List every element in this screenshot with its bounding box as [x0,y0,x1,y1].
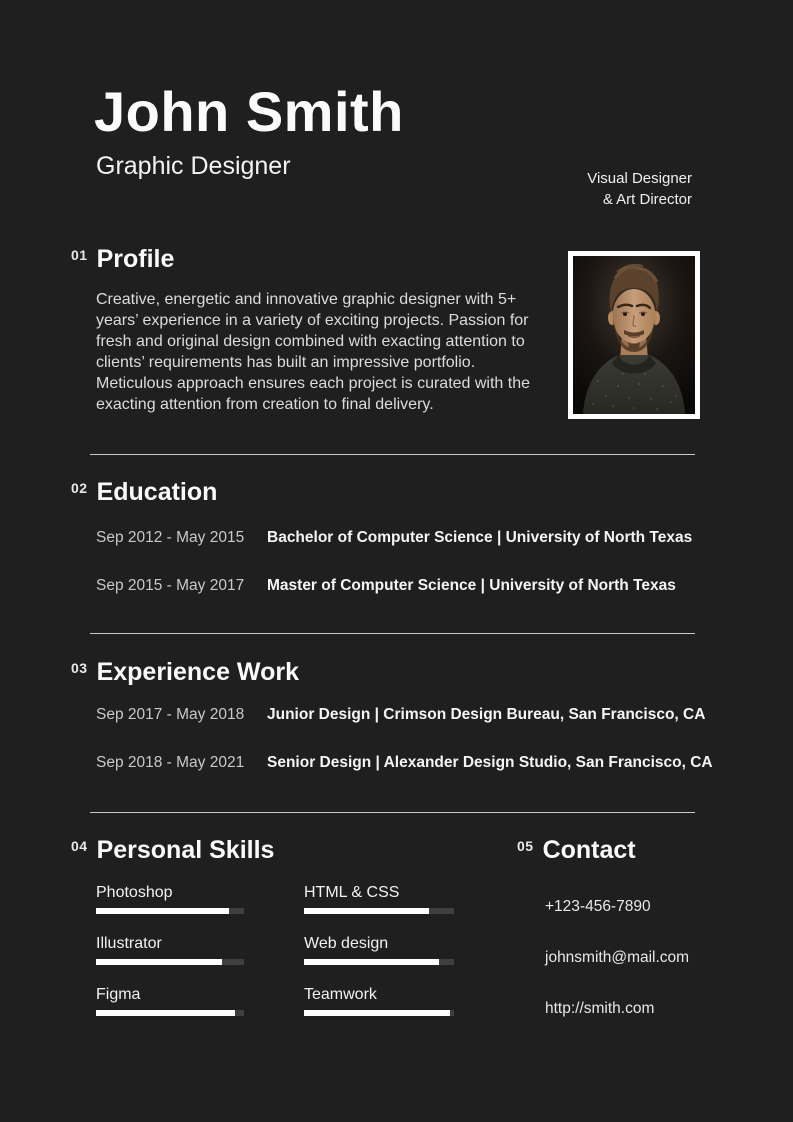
divider-above-education [90,454,695,455]
skill-bar-fill [304,908,429,914]
experience-detail: Senior Design | Alexander Design Studio, San Francisco, CA [267,754,713,771]
experience-detail: Junior Design | Crimson Design Bureau, San Francisco, CA [267,706,706,723]
skill-item [96,884,244,914]
education-detail: Master of Computer Science | University of North Texas [267,577,676,594]
skill-bar-track [96,959,244,965]
profile-summary-text: Creative, energetic and innovative graphic designer with 5+ years’ experience in a variety of exciting projects. Passion for fresh and original design combined with exacting attention to clients’ requirements has built an impressive portfolio. Meticulous approach ensures each project is curated with the exacting attention from creation to final delivery. [96,291,531,413]
skill-label: Figma [96,986,141,1003]
experience-row [96,706,716,724]
experience-section-title: Experience Work [96,658,299,686]
experience-row [96,754,716,772]
education-section-heading [71,479,217,505]
profile-section-heading [71,246,174,272]
person-name: John Smith [94,80,404,143]
skills-section-number: 04 [71,838,88,854]
contact-email: johnsmith@mail.com [545,949,690,966]
skill-bar-fill [304,1010,450,1016]
education-row [96,529,716,547]
skill-bar-fill [304,959,439,965]
tagline [587,168,692,210]
education-row [96,577,716,595]
experience-section-number: 03 [71,660,88,676]
profile-section-number: 01 [71,247,88,263]
skill-label: Web design [304,935,389,952]
education-section-title: Education [96,478,218,506]
skills-section-title: Personal Skills [96,836,275,864]
divider-above-experience [90,633,695,634]
skill-item [304,986,454,1016]
skill-bar-track [304,959,454,965]
job-title: Graphic Designer [96,152,291,180]
education-section-number: 02 [71,480,88,496]
skill-item [304,935,454,965]
contact-section-heading [517,837,636,863]
contact-website: http://smith.com [545,1000,655,1017]
profile-section-title: Profile [96,245,175,273]
skill-bar-fill [96,908,229,914]
experience-dates: Sep 2018 - May 2021 [96,754,245,771]
skills-column-left [96,884,244,1037]
skill-bar-fill [96,1010,235,1016]
skill-item [96,935,244,965]
contact-phone: +123-456-7890 [545,898,651,915]
contact-list [545,898,689,1051]
skill-item [304,884,454,914]
skills-section-heading [71,837,274,863]
experience-section-heading [71,659,299,685]
profile-photo [568,251,700,419]
skill-label: Photoshop [96,884,173,901]
contact-section-number: 05 [517,838,534,854]
education-dates: Sep 2012 - May 2015 [96,529,245,546]
tagline-line-2: & Art Director [602,191,692,208]
contact-section-title: Contact [542,836,636,864]
tagline-line-1: Visual Designer [587,170,692,187]
skills-column-right [304,884,454,1037]
skill-label: HTML & CSS [304,884,400,901]
skill-bar-track [96,908,244,914]
education-dates: Sep 2015 - May 2017 [96,577,245,594]
experience-dates: Sep 2017 - May 2018 [96,706,245,723]
skill-label: Illustrator [96,935,162,952]
skill-bar-track [96,1010,244,1016]
skill-bar-track [304,908,454,914]
skill-bar-track [304,1010,454,1016]
skill-bar-fill [96,959,222,965]
portrait-illustration [573,256,695,414]
skill-item [96,986,244,1016]
education-detail: Bachelor of Computer Science | University of North Texas [267,529,693,546]
skill-label: Teamwork [304,986,377,1003]
divider-above-skills [90,812,695,813]
